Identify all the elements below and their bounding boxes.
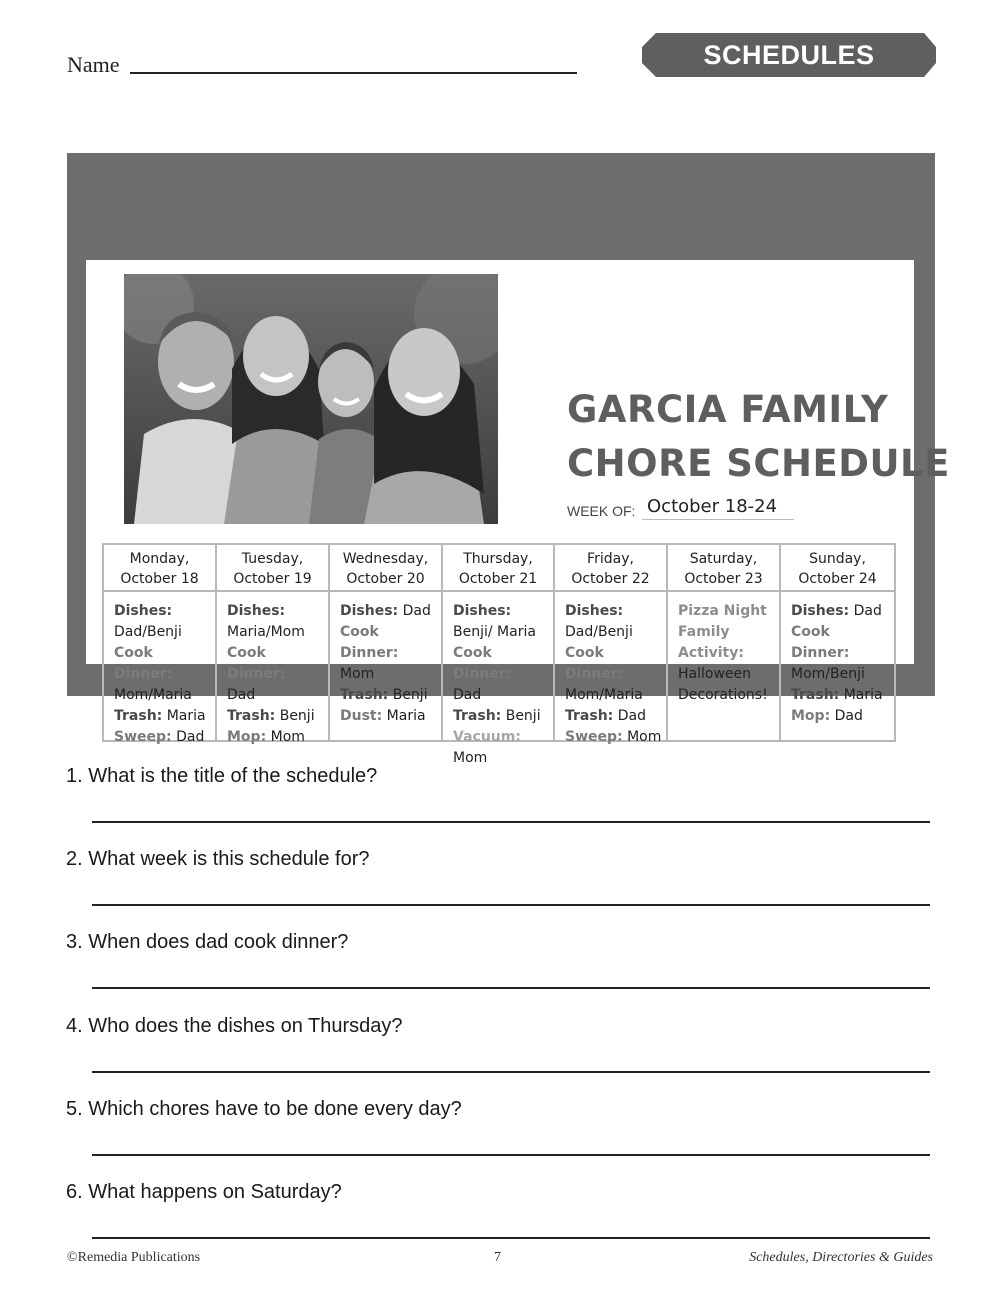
chore-assignee: Maria (166, 708, 206, 724)
answer-line-3[interactable] (92, 987, 930, 989)
chore-assignee: Mom/Benji (791, 666, 865, 682)
chore-assignee: Halloween (678, 666, 752, 682)
answer-line-2[interactable] (92, 904, 930, 906)
week-of-label: WEEK OF: (567, 503, 636, 519)
chore-line (227, 685, 325, 706)
chore-line (565, 727, 663, 748)
chore-assignee: Dad (402, 603, 431, 619)
chore-table (102, 543, 896, 766)
schedule-title-line1: GARCIA FAMILY (567, 388, 889, 431)
day-header (555, 545, 666, 592)
day-column (330, 545, 443, 740)
chore-line (453, 601, 550, 622)
chore-line (340, 601, 438, 622)
chore-line (678, 664, 776, 685)
schedule-card (86, 260, 950, 766)
name-answer-line[interactable] (130, 72, 577, 74)
chore-line (227, 706, 325, 727)
chore-assignee: Maria (386, 708, 426, 724)
chore-label: Dust: (340, 708, 383, 724)
chore-line (340, 685, 438, 706)
chore-label: Sweep: (114, 729, 172, 745)
chore-line (114, 706, 212, 727)
chore-label: Cook Dinner: (114, 645, 173, 682)
answer-line-4[interactable] (92, 1071, 930, 1073)
chore-label: Trash: (791, 687, 840, 703)
chore-line (227, 622, 325, 643)
day-date: October 18 (120, 571, 199, 587)
chore-label: Trash: (114, 708, 163, 724)
day-column (443, 545, 555, 766)
day-date: October 22 (571, 571, 650, 587)
chore-label: Mop: (227, 729, 267, 745)
question-6: 6. What happens on Saturday? (66, 1181, 342, 1203)
chore-assignee: Mom/Maria (114, 687, 192, 703)
chore-label: Pizza Night (678, 603, 767, 619)
section-tag (642, 33, 936, 77)
chore-assignee: Maria (843, 687, 883, 703)
chore-assignee: Maria/Mom (227, 624, 305, 640)
chore-line (453, 727, 550, 769)
chore-line (340, 664, 438, 685)
chore-line (227, 601, 325, 622)
chore-line (678, 685, 776, 706)
chore-assignee: Mom (270, 729, 305, 745)
day-name: Monday, (129, 551, 190, 567)
chore-line (227, 643, 325, 685)
chore-label: Dishes: (791, 603, 850, 619)
day-name: Wednesday, (342, 551, 429, 567)
chore-line (340, 622, 438, 664)
name-row (67, 52, 577, 78)
chore-line (565, 706, 663, 727)
day-header (443, 545, 553, 592)
chore-label: Cook Dinner: (340, 624, 399, 661)
chore-assignee: Dad (453, 687, 482, 703)
question-4: 4. Who does the dishes on Thursday? (66, 1015, 403, 1037)
chore-assignee: Dad (617, 708, 646, 724)
chore-assignee: Dad/Benji (114, 624, 182, 640)
chore-assignee: Dad (227, 687, 256, 703)
day-name: Saturday, (689, 551, 758, 567)
chore-assignee: Benji (392, 687, 428, 703)
schedule-title-line2: CHORE SCHEDULE (567, 442, 950, 485)
day-column (104, 545, 217, 745)
day-column (555, 545, 668, 745)
chore-label: Cook Dinner: (791, 624, 850, 661)
chore-line (114, 643, 212, 685)
question-5: 5. Which chores have to be done every day? (66, 1098, 462, 1120)
question-1: 1. What is the title of the schedule? (66, 765, 378, 787)
chore-line (565, 643, 663, 685)
day-chores (453, 601, 550, 769)
footer-page-number: 7 (494, 1250, 501, 1265)
day-column (781, 545, 894, 740)
chore-line (791, 685, 891, 706)
day-date: October 23 (684, 571, 763, 587)
chore-assignee: Mom (627, 729, 662, 745)
name-label: Name (67, 52, 120, 77)
day-chores (791, 601, 891, 727)
chore-assignee: Dad (853, 603, 882, 619)
chore-assignee: Dad (834, 708, 863, 724)
chore-label: Dishes: (114, 603, 173, 619)
chore-line (565, 601, 663, 622)
chore-line (791, 622, 891, 664)
chore-line (114, 601, 212, 622)
day-header (330, 545, 441, 592)
day-name: Thursday, (463, 551, 533, 567)
day-column (668, 545, 781, 740)
day-chores (340, 601, 438, 727)
day-name: Tuesday, (241, 551, 304, 567)
chore-label: Mop: (791, 708, 831, 724)
chore-assignee: Dad (176, 729, 205, 745)
footer-book-title: Schedules, Directories & Guides (749, 1250, 933, 1265)
chore-line (565, 685, 663, 706)
chore-assignee: Benji (505, 708, 541, 724)
day-date: October 19 (233, 571, 312, 587)
chore-assignee: Mom (340, 666, 375, 682)
day-header (104, 545, 215, 592)
chore-line (453, 685, 550, 706)
chore-line (678, 643, 776, 664)
chore-assignee: Benji (279, 708, 315, 724)
chore-label: Vacuum: (453, 729, 521, 745)
chore-label: Dishes: (565, 603, 624, 619)
chore-assignee: Dad/Benji (565, 624, 633, 640)
day-date: October 21 (458, 571, 538, 587)
chore-line (227, 727, 325, 748)
chore-line (678, 622, 776, 643)
chore-label: Dishes: (340, 603, 399, 619)
day-date: October 24 (798, 571, 877, 587)
chore-label: Activity: (678, 645, 744, 661)
chore-line (453, 622, 550, 643)
chore-line (114, 685, 212, 706)
chore-label: Cook Dinner: (565, 645, 624, 682)
chore-label: Trash: (340, 687, 389, 703)
day-chores (565, 601, 663, 748)
chore-line (453, 643, 550, 685)
day-date: October 20 (346, 571, 425, 587)
day-header (781, 545, 894, 592)
chore-line (114, 622, 212, 643)
chore-line (791, 664, 891, 685)
answer-line-6[interactable] (92, 1237, 930, 1239)
chore-label: Dishes: (227, 603, 286, 619)
chore-assignee: Decorations! (678, 687, 768, 703)
question-3: 3. When does dad cook dinner? (66, 931, 349, 953)
chore-assignee: Mom/Maria (565, 687, 643, 703)
schedule-panel (67, 153, 950, 766)
day-column (217, 545, 330, 745)
question-2: 2. What week is this schedule for? (66, 848, 370, 870)
day-name: Sunday, (809, 551, 866, 567)
chore-line (791, 706, 891, 727)
family-photo (124, 274, 498, 524)
answer-line-5[interactable] (92, 1154, 930, 1156)
chore-line (791, 601, 891, 622)
chore-label: Sweep: (565, 729, 623, 745)
footer-publisher: ©Remedia Publications (67, 1250, 201, 1265)
day-chores (678, 601, 776, 706)
chore-label: Dishes: (453, 603, 512, 619)
chore-line (114, 727, 212, 748)
chore-label: Trash: (227, 708, 276, 724)
chore-assignee: Mom (453, 750, 488, 766)
chore-label: Family (678, 624, 730, 640)
day-chores (114, 601, 212, 748)
day-name: Friday, (587, 551, 634, 567)
chore-label: Trash: (453, 708, 502, 724)
day-chores (227, 601, 325, 748)
chore-line (678, 601, 776, 622)
chore-line (565, 622, 663, 643)
section-tag-label: SCHEDULES (703, 40, 875, 70)
chore-label: Trash: (565, 708, 614, 724)
chore-assignee: Benji/ Maria (453, 624, 536, 640)
day-header (668, 545, 779, 592)
week-of-value: October 18-24 (642, 496, 794, 520)
chore-line (340, 706, 438, 727)
day-header (217, 545, 328, 592)
chore-label: Cook Dinner: (453, 645, 512, 682)
answer-line-1[interactable] (92, 821, 930, 823)
chore-line (453, 706, 550, 727)
chore-label: Cook Dinner: (227, 645, 286, 682)
